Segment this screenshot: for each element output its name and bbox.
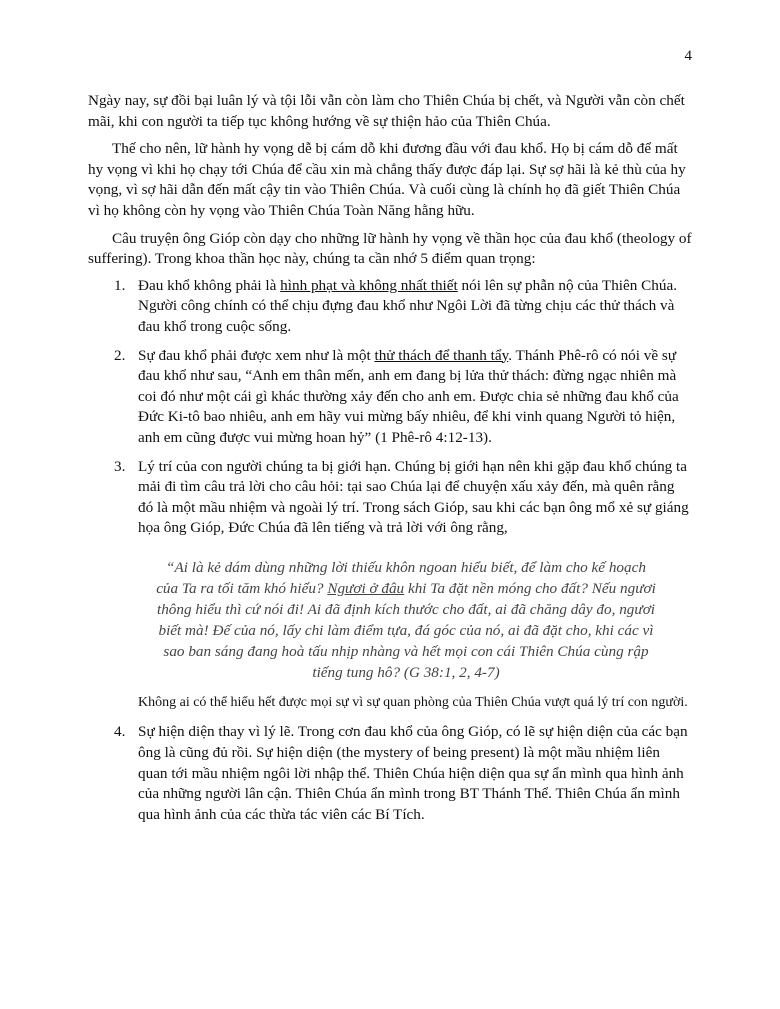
scripture-quote: [156, 557, 656, 683]
point-number: 1.: [114, 276, 126, 294]
underlined-phrase: thử thách để thanh tẩy: [374, 346, 509, 364]
quote-underlined-phrase: Ngươi ở đâu: [327, 579, 405, 597]
paragraph-1: Ngày nay, sự đồi bại luân lý và tội lỗi vẫn còn làm cho Thiên Chúa bị chết, và Người vẫn còn chết mãi, khi con người ta tiếp tục không hướng về sự thiện hảo của Thiên Chúa.: [88, 92, 685, 130]
point-2: [114, 346, 692, 449]
point-4: [114, 722, 692, 825]
point-3: [114, 457, 692, 713]
quote-text: “Ai là kẻ dám dùng những lời thiếu khôn ngoan hiểu biết, để làm cho kế hoạch của Ta ra tối tăm khó hiểu?: [156, 558, 646, 597]
point-text: . Thánh Phê-rô có nói về sự đau khổ như sau, “Anh em thân mến, anh em đang bị lửa thử thách: đừng ngạc nhiên mà coi đó như một cái gì khác thường xảy đến cho anh em. Được chia sẻ những đau khổ của Đức Ki-tô bao nhiêu, anh em hãy vui mừng bấy nhiêu, để khi vinh quang Người tỏ hiện, anh em cũng được vui mừng hoan hỷ” (1 Phê-rô 4:12-13).: [138, 346, 679, 446]
point-number: 3.: [114, 457, 126, 475]
point-number: 2.: [114, 346, 126, 364]
paragraph-3: Câu truyện ông Gióp còn dạy cho những lữ hành hy vọng về thần học của đau khổ (theology of suffering). Trong khoa thần học này, chúng ta cần nhớ 5 điểm quan trọng:: [88, 229, 692, 268]
underlined-phrase: hình phạt và không nhất thiết: [280, 276, 458, 294]
point-text: nói lên sự phẫn nộ của Thiên Chúa. Người công chính có thể chịu đựng đau khổ như Ngôi Lời đã từng chịu các thử thách và đau khổ trong cuộc sống.: [138, 276, 678, 335]
point-1: [114, 276, 692, 338]
point-text: Lý trí của con người chúng ta bị giới hạn. Chúng bị giới hạn nên khi gặp đau khổ chúng ta mải đi tìm câu trả lời cho câu hỏi: tại sao Chúa lại để chuyện xấu xảy đến, mà quên rằng đó là một mầu nhiệm và ngoài lý trí. Trong sách Gióp, sau khi các bạn ông mổ xẻ sự giáng họa ông Gióp, Đức Chúa đã lên tiếng và trả lời với ông rằng,: [138, 457, 689, 537]
quote-text: khi Ta đặt nền móng cho đất? Nếu ngươi thông hiểu thì cứ nói đi! Ai đã định kích thước cho đất, ai đã chăng dây đo, ngươi biết mà! Đế của nó, lấy chi làm điểm tựa, đá góc của nó, ai đã đặt cho, khi các vì sao ban sáng đang hoà tấu nhịp nhàng và hết mọi con cái Thiên Chúa cùng rập tiếng tung hô? (G 38:1, 2, 4-7): [156, 579, 656, 681]
points-list: [88, 276, 692, 826]
paragraph-2: Thế cho nên, lữ hành hy vọng dễ bị cám dỗ khi đương đầu với đau khổ. Họ bị cám dỗ để mất hy vọng vì khi họ chạy tới Chúa để cầu xin mà chẳng thấy được đáp lại. Sự sợ hãi là kẻ thù của hy vọng, vì sợ hãi dẫn đến mất cậy tin vào Thiên Chúa. Và cuối cùng là chính họ đã giết Thiên Chúa vì họ không còn hy vọng vào Thiên Chúa Toàn Năng hằng hữu.: [88, 140, 686, 219]
point-number: 4.: [114, 723, 126, 741]
point-note: Không ai có thể hiểu hết được mọi sự vì sự quan phòng của Thiên Chúa vượt quá lý trí con người.: [138, 694, 688, 710]
point-text: Sự hiện diện thay vì lý lẽ. Trong cơn đau khổ của ông Gióp, có lẽ sự hiện diện của các bạn ông là cũng đủ rồi. Sự hiện diện (the mystery of being present) là một mầu nhiệm liên quan tới mầu nhiệm ngôi lời nhập thể. Thiên Chúa hiện diện qua sự ẩn mình qua hình ảnh của những người lân cận. Thiên Chúa ẩn mình trong BT Thánh Thể. Thiên Chúa ẩn mình qua hình ảnh của các thừa tác viên các Bí Tích.: [138, 723, 688, 823]
page-number: 4: [684, 48, 692, 64]
point-text: Đau khổ không phải là: [138, 276, 281, 294]
point-text: Sự đau khổ phải được xem như là một: [138, 346, 375, 364]
